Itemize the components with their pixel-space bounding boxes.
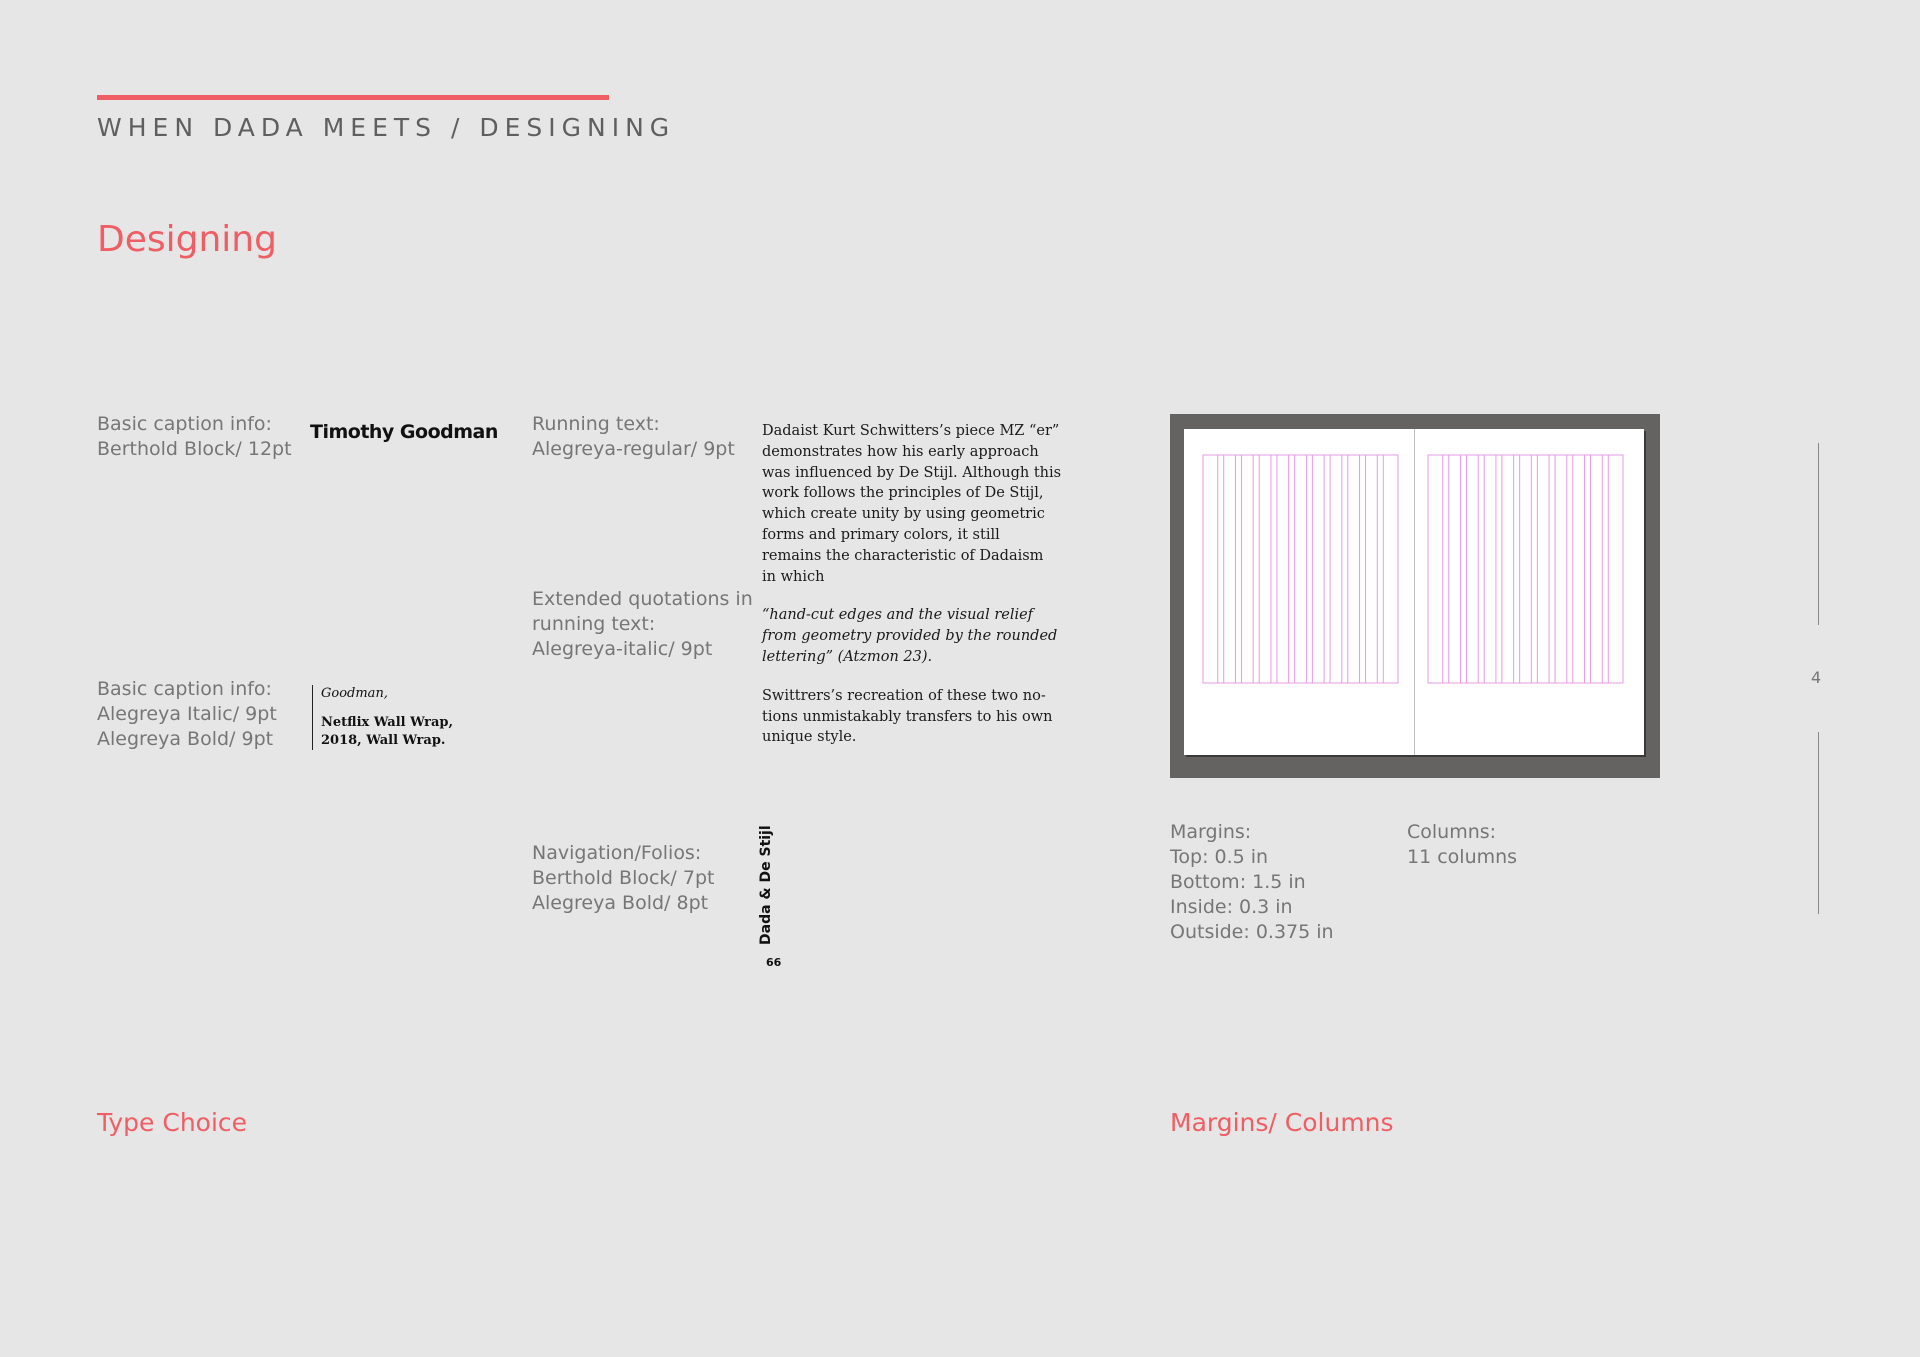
page-number: 4 [1811,668,1822,687]
caption-italic: Goodman, [321,686,388,701]
spec-line: Alegreya Bold/ 9pt [97,728,274,750]
columns-value: 11 columns [1407,846,1518,868]
columns-label: Columns: [1407,821,1497,843]
body-quote: “hand-cut edges and the visual relief from geometry provided by the rounded lettering” (Atzmon 23). [762,607,1058,665]
spec-line: running text: [532,613,656,635]
spec-running-text [532,412,735,462]
margins-spec [1170,820,1334,945]
body-paragraph: Swittrers’s recreation of these two no- tions unmistakably transfers to his own unique style. [762,687,1053,746]
spec-caption-block [97,412,292,462]
spec-line: Alegreya-italic/ 9pt [532,638,713,660]
body-paragraph: Dadaist Kurt Schwitters’s piece MZ “er” demonstrates how his early approach was influenced by De Stijl. Although this work follows the principles of De Stijl, which create unity by using geometric forms and primary colors, it still remains the characteristic of Dadaism in which [762,423,1062,585]
page-rule-top [1818,443,1819,625]
spec-line: Running text: [532,413,660,435]
folio-number: 66 [766,956,782,969]
accent-rule [97,95,609,100]
margin-value: Inside: 0.3 in [1170,896,1293,918]
spec-line: Basic caption info: [97,413,272,435]
grid-figure [1170,414,1660,778]
spec-line: Extended quotations in [532,588,753,610]
spec-line: Basic caption info: [97,678,272,700]
section-title: Designing [97,219,277,260]
columns-spec [1407,820,1517,870]
spec-line: Alegreya Italic/ 9pt [97,703,277,725]
spec-navigation [532,841,714,916]
spec-line: Alegreya-regular/ 9pt [532,438,735,460]
page-rule-bottom [1818,732,1819,914]
spec-line: Berthold Block/ 12pt [97,438,292,460]
body-text-sample [762,421,1062,766]
block-name-sample: Timothy Goodman [310,421,498,443]
caption-sample [312,685,453,750]
margins-columns-heading: Margins/ Columns [1170,1108,1394,1137]
caption-bold-line: 2018, Wall Wrap. [321,733,446,748]
spec-line: Berthold Block/ 7pt [532,867,715,889]
spec-caption-alegreya [97,677,277,752]
spec-line: Alegreya Bold/ 8pt [532,892,709,914]
margin-guide-frame [1428,455,1623,683]
caption-bold-line: Netflix Wall Wrap, [321,715,454,730]
margin-guide-frame [1203,455,1398,683]
spec-quotations [532,587,753,662]
column-guides [1184,429,1644,755]
nav-title: Dada & De Stijl [758,825,774,945]
margin-value: Outside: 0.375 in [1170,921,1334,943]
margin-value: Top: 0.5 in [1170,846,1269,868]
spec-line: Navigation/Folios: [532,842,702,864]
margins-label: Margins: [1170,821,1252,843]
page-spread [1184,429,1644,755]
folio-sample [742,825,792,975]
type-choice-heading: Type Choice [97,1108,248,1137]
header-title: WHEN DADA MEETS / DESIGNING [97,113,676,142]
margin-value: Bottom: 1.5 in [1170,871,1306,893]
